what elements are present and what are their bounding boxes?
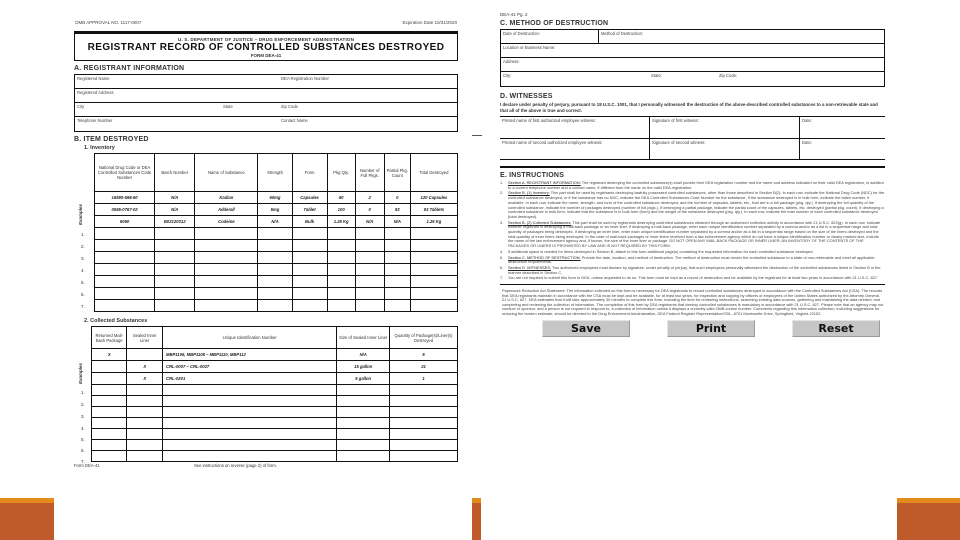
example-row: 0555-0767-02 N/A Adderall 5mg Tablet 100 0 83 83 Tablets bbox=[95, 204, 458, 216]
address-field[interactable]: Address: bbox=[503, 59, 520, 64]
reset-button[interactable]: Reset bbox=[792, 320, 880, 337]
form-page-1 bbox=[74, 20, 458, 525]
col-pkg-qty: Pkg Qty. bbox=[327, 154, 355, 192]
inventory-table-wrap bbox=[74, 153, 458, 312]
row-number: 2. bbox=[81, 244, 85, 249]
col-liner-size: Size of Sealed Inner Liner bbox=[337, 327, 390, 349]
date-of-destruction-field[interactable]: Date of Destruction: bbox=[501, 30, 599, 43]
row-number: 3. bbox=[81, 256, 85, 261]
instruction-item: 3. Section B. (2) Collected Substances: This part shall be used by registrants destroying controlled substances obtained through an authorized collection activity in accordance with 21 U.S.C. 822(g). In each row, indicate whether registrant is destroying a mail-back package or an inner liner. If destroying a mail-back package, enter each unique identification number separated by a comma and/or as a list in a sequential range and total quantity of packages being destroyed. If destroying an inner liner, enter each unique identification number separated by a comma and/or as a list in a sequential range based on the size of the liners destroyed and the total quantity of inner liners being destroyed. In the case of mail-back packages or inner liners received from a law enforcement agency which do not have a unique identification number or clearly marked size, include the name of the law enforcement agency and, if known, the size of the inner liner or package. DO NOT OPEN ANY MAIL-BACK PACKAGE OR INNER LINER; AN INVENTORY OF THE CONTENTS OF THE PACKAGES OR LINERS IS PROHIBITED BY LAW AND IS NOT REQUIRED BY THIS FORM. bbox=[500, 219, 881, 249]
witness-table bbox=[500, 116, 885, 160]
section-c-heading: C. METHOD OF DESTRUCTION bbox=[500, 20, 609, 27]
print-button[interactable]: Print bbox=[667, 320, 755, 337]
inventory-row[interactable] bbox=[95, 300, 458, 312]
row-number: 4. bbox=[81, 426, 85, 431]
department-name: U. S. DEPARTMENT OF JUSTICE – DRUG ENFORCEMENT ADMINISTRATION bbox=[177, 37, 355, 42]
example-row: X MBP1106, MBP1108 – MBP1110, MBP112 N/A 5 bbox=[92, 349, 458, 361]
col-batch: Batch Number bbox=[155, 154, 195, 192]
col-total: Total Destroyed bbox=[410, 154, 457, 192]
form-footer-id: Form DEA-41 bbox=[74, 463, 100, 468]
row-number: 1. bbox=[81, 232, 85, 237]
inventory-row[interactable] bbox=[95, 276, 458, 288]
inventory-row[interactable] bbox=[95, 228, 458, 240]
accent-bar-right bbox=[897, 498, 960, 540]
form-actions bbox=[500, 320, 885, 337]
examples-label: Examples bbox=[78, 203, 83, 225]
omb-approval: OMB APPROVAL NO. 1117-0007 bbox=[75, 20, 142, 25]
instruction-item: 2. Section B. (1) Inventory: This part shall be used by registrants destroying lawfully possessed controlled substances, other than those described in Section B(2). In each row, indicate the National Drug Code (NDC) for the controlled substance destroyed, or if the substance has no NDC, indicate the DEA Controlled Substances Code Number for the substance. If the substance destroyed is in bulk form, indicate the batch number, if available. In each row, indicate the name, strength, and form of the controlled substance destroyed, and the number of capsules, tablets, etc., that are in a full package (pkg. qty.). If destroying the full quantity of the controlled substance, indicate the number of packages destroyed (number of full pkgs.). If destroying a partial package, indicate the partial count of the capsules, tablets, etc. destroyed (partial pkg. count). If destroying a controlled substance in bulk form, indicate that the substance is in bulk form (form) and the weight of the substance destroyed (pkg. qty.). In each row, indicate the total number of each controlled substance destroyed (total destroyed). bbox=[500, 190, 885, 219]
paperwork-reduction-statement: Paperwork Reduction Act Statement: The information collected on this form is necessary for DEA registrants to record controlled substances destroyed in accordance with the Controlled Substances Act (CSA). The records that DEA registrants maintain in accordance with the CSA must be kept and be available, for at least two years, for inspection and copying by officers or employees of the United States authorized by the Attorney General. 21 U.S.C. 827. DEA estimates that it will take approximately 30 minutes to complete this form, including the time for reviewing instructions, searching existing data sources, gathering and maintaining the data needed, and completing and reviewing the collection of information. The completion of this form by DEA registrants that destroy controlled substances is mandatory in accordance with 21 U.S.C. 827. Please note that an agency may not conduct or sponsor, and a person is not required to respond to, a collection of information unless it displays a currently valid OMB control number. Comments regarding this information collection, including suggestions for reducing the burden estimate, should be directed to the Drug Enforcement Administration, DEA Federal Register Representative/ODL, 8701 Morrissette Drive, Springfield, Virginia 22152. bbox=[500, 284, 885, 317]
collected-row[interactable] bbox=[92, 429, 458, 440]
instruction-item: 4. If additional space is needed for items destroyed in Section B, attach to this form additional page(s) containing the requested information for each controlled substance destroyed. bbox=[500, 248, 814, 254]
section-e-heading: E. INSTRUCTIONS bbox=[500, 172, 565, 179]
col-form: Form bbox=[292, 154, 327, 192]
registered-name-field[interactable]: Registered Name bbox=[77, 76, 110, 81]
method-of-destruction-field[interactable]: Method of Destruction: bbox=[601, 31, 644, 36]
row-number: 2. bbox=[81, 402, 85, 407]
col-partial: Partial Pkg. Count bbox=[384, 154, 410, 192]
example-row: 16590-598-60 N/A Kadian 60mg Capsules 60 2 0 120 Capsules bbox=[95, 192, 458, 204]
instruction-item: 7. You are not required to submit this form to DEA, unless requested to do so. This form must be kept as a record of destruction and be available by the registrant for at least two years in accordance with 21 U.S.C. 827. bbox=[500, 275, 879, 281]
example-row: X CRL-0007 – CRL-0027 15 gallon 21 bbox=[92, 361, 458, 373]
divider-dash bbox=[472, 135, 482, 136]
telephone-field[interactable]: Telephone Number bbox=[77, 118, 113, 123]
inventory-row[interactable] bbox=[95, 240, 458, 252]
section-a-heading: A. REGISTRANT INFORMATION bbox=[74, 65, 185, 72]
registered-address-field[interactable]: Registered Address bbox=[77, 90, 114, 95]
inventory-row[interactable] bbox=[95, 264, 458, 276]
instruction-item: 6. Section D. WITNESSES: Two authorized employees must declare by signature, under penalty of perjury, that such employees personally witnessed the destruction of the controlled substances listed in Section B in the manner described in Section C. bbox=[500, 264, 881, 275]
section-d-heading: D. WITNESSES bbox=[500, 93, 553, 100]
row-number: 1. bbox=[81, 390, 85, 395]
witness2-name-field[interactable]: Printed name of second authorized employee witness: bbox=[500, 139, 650, 159]
form-page-2 bbox=[500, 12, 885, 534]
footer-note: See instructions on reverse (page 2) of form. bbox=[194, 463, 277, 468]
collected-row[interactable] bbox=[92, 407, 458, 418]
examples-label: Examples bbox=[78, 362, 83, 384]
col-inner-liner: Sealed Inner Liner bbox=[127, 327, 162, 349]
dea-number-field[interactable]: DEA Registration Number bbox=[281, 76, 329, 81]
witness2-date-field[interactable]: Date: bbox=[802, 140, 813, 145]
witness2-signature-field[interactable]: Signature of second witness: bbox=[650, 139, 800, 159]
form-title-box bbox=[74, 31, 458, 61]
form-title: REGISTRANT RECORD OF CONTROLLED SUBSTANCES DESTROYED bbox=[87, 42, 445, 53]
section-b-heading: B. ITEM DESTROYED bbox=[74, 136, 149, 143]
registrant-info-box bbox=[74, 74, 458, 132]
page1-topline bbox=[74, 20, 458, 25]
collected-row[interactable] bbox=[92, 440, 458, 451]
col-mailback: Returned Mail-Back Package bbox=[92, 327, 127, 349]
accent-bar-left bbox=[0, 498, 54, 540]
row-number: 5. bbox=[81, 437, 85, 442]
page2-header: DEA-41 Pg. 2 bbox=[500, 12, 528, 17]
row-number: 4. bbox=[81, 268, 85, 273]
witness1-date-field[interactable]: Date: bbox=[802, 118, 813, 123]
row-number: 6. bbox=[81, 292, 85, 297]
method-of-destruction-box bbox=[500, 29, 885, 87]
collected-row[interactable] bbox=[92, 396, 458, 407]
instruction-item: 1. Section A. REGISTRANT INFORMATION: The registrant destroying the controlled substance(s) shall provide their DEA registration number and the name and address indicated on their valid DEA registration, in addition to a current telephone number and a contact name, if different from the name on the valid DEA registration. bbox=[500, 180, 884, 190]
save-button[interactable]: Save bbox=[542, 320, 630, 337]
inventory-heading: 1. Inventory bbox=[84, 145, 115, 151]
inventory-row[interactable] bbox=[95, 252, 458, 264]
row-number: 5. bbox=[81, 280, 85, 285]
col-strength: Strength bbox=[258, 154, 292, 192]
col-ndc: National Drug Code or DEA Controlled Substances Code Number bbox=[95, 154, 155, 192]
destruction-city-field[interactable]: City: bbox=[503, 73, 512, 78]
instruction-item: 5. Section C. METHOD OF DESTRUCTION: Provide the date, location, and method of destruction. The method of destruction must render the controlled substance to a state of non-retrievable and meet all applicable destruction requirements. bbox=[500, 254, 875, 265]
col-full-pkgs: Number of Full Pkgs. bbox=[355, 154, 384, 192]
location-field[interactable]: Location or Business Name: bbox=[503, 45, 556, 50]
witness1-signature-field[interactable]: Signature of first witness: bbox=[650, 117, 800, 138]
collected-row[interactable] bbox=[92, 385, 458, 396]
col-quantity: Quantity of Package(s)/Liner(s) Destroyed bbox=[390, 327, 458, 349]
state-field[interactable]: State bbox=[223, 104, 233, 109]
city-field[interactable]: City bbox=[77, 104, 85, 109]
page1-footer bbox=[74, 463, 458, 468]
row-number: 7. bbox=[81, 459, 85, 464]
expiration-date: Expiration Date 10/31/2020 bbox=[402, 20, 457, 25]
collected-row[interactable] bbox=[92, 418, 458, 429]
contact-name-field[interactable]: Contact Name bbox=[281, 118, 308, 123]
witness1-name-field[interactable]: Printed name of first authorized employee witness: bbox=[500, 117, 650, 138]
example-row: 9050 B02120312 Codeine N/A Bulk 1.25 Kg N/A N/A 1.25 Kg bbox=[95, 216, 458, 228]
inventory-table bbox=[94, 153, 458, 312]
destruction-state-field[interactable]: State: bbox=[651, 73, 662, 78]
row-number: 6. bbox=[81, 448, 85, 453]
instructions-list bbox=[500, 181, 885, 281]
accent-bar-center bbox=[472, 498, 481, 540]
zip-field[interactable]: Zip Code bbox=[281, 104, 298, 109]
row-number: 3. bbox=[81, 414, 85, 419]
col-substance: Name of Substance bbox=[195, 154, 258, 192]
col-unique-id: Unique Identification Number bbox=[162, 327, 336, 349]
form-id: FORM DEA-41 bbox=[250, 53, 282, 58]
row-number: 7. bbox=[81, 304, 85, 309]
collected-table-wrap bbox=[74, 326, 458, 462]
destruction-zip-field[interactable]: Zip Code: bbox=[719, 73, 738, 78]
inventory-row[interactable] bbox=[95, 288, 458, 300]
section-divider bbox=[500, 166, 885, 168]
collected-row[interactable] bbox=[92, 451, 458, 462]
collected-heading: 2. Collected Substances bbox=[84, 318, 148, 324]
perjury-declaration: I declare under penalty of perjury, pursuant to 18 U.S.C. 1001, that I personally witnessed the destruction of the above-described controlled substances to a non-retrievable state and that all of the above is true and correct. bbox=[500, 102, 878, 113]
collected-table bbox=[91, 326, 458, 462]
example-row: X CRL-0201 5 gallon 1 bbox=[92, 373, 458, 385]
